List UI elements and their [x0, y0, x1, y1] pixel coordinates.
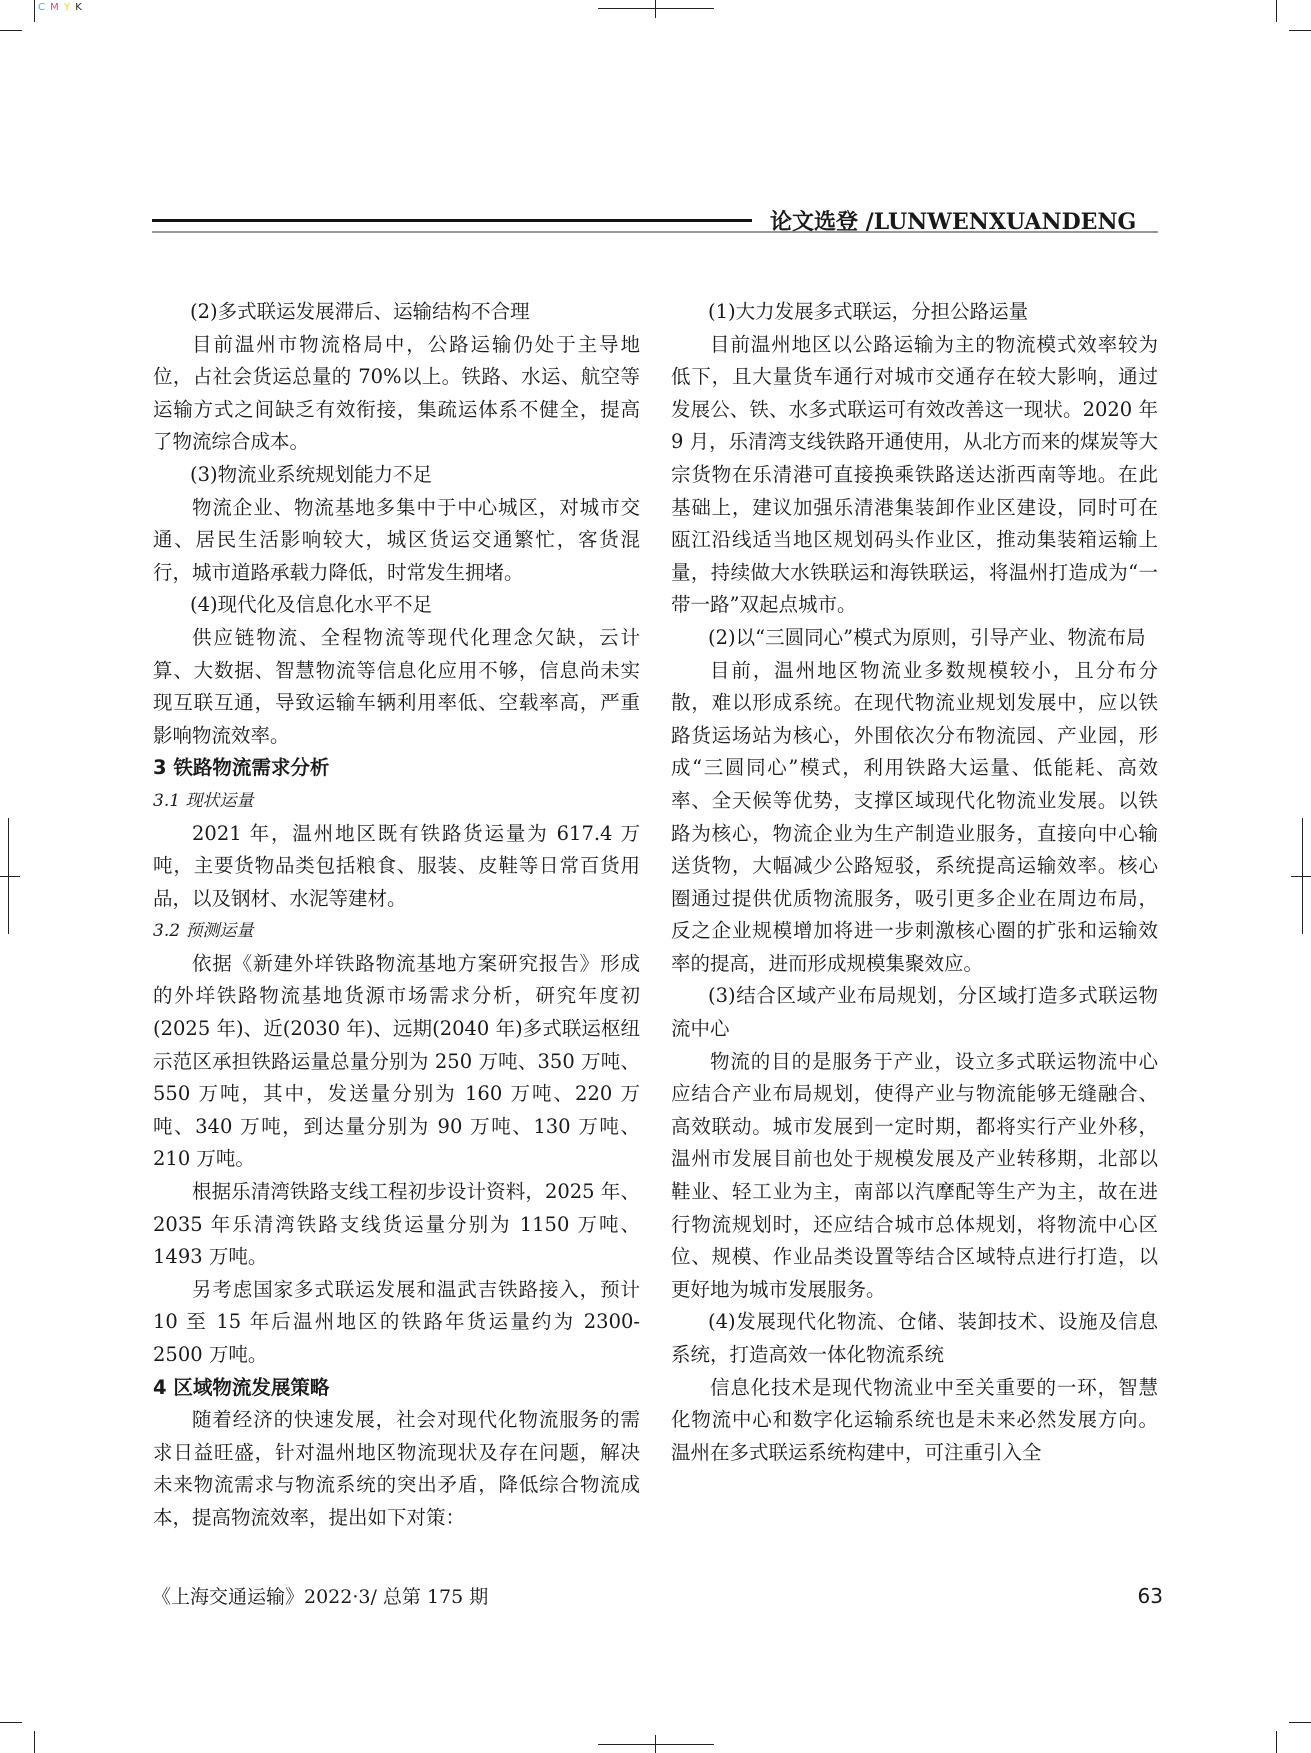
body-paragraph: 供应链物流、全程物流等现代化理念欠缺，云计算、大数据、智慧物流等信息化应用不够，信息尚未实现互联互通，导致运输车辆利用率低、空载率高，严重影响物流效率。 [153, 625, 640, 747]
item-heading: (2)多式联运发展滞后、运输结构不合理 [190, 300, 530, 323]
body-paragraph: 目前，温州地区物流业多数规模较小，且分布分散，难以形成系统。在现代物流业规划发展中，应以铁路货运场站为核心，外围依次分布物流园、产业园，形成“三圆同心”模式，利用铁路大运量、低能耗、高效率、全天候等优势，支撑区域现代化物流业发展。以铁路为核心，物流企业为生产制造业服务，直接向中心输送货物，大幅减少公路短驳，系统提高运输效率。核心圈通过提供优质物流服务，吸引更多企业在周边布局，反之企业规模增加将进一步刺激核心圈的扩张和运输效率的提高，进而形成规模集聚效应。 [671, 658, 1158, 975]
item-heading: (3)物流业系统规划能力不足 [190, 462, 433, 486]
section-heading: 3 铁路物流需求分析 [153, 756, 330, 780]
cmyk-k: K [75, 2, 83, 13]
right-column [671, 296, 1158, 1469]
crop-mark [1289, 1722, 1311, 1723]
body-paragraph: 2021 年，温州地区既有铁路货运量为 617.4 万吨，主要货物品类包括粮食、服装、皮鞋等日常百货用品，以及钢材、水泥等建材。 [153, 821, 640, 910]
crop-mark [1291, 876, 1311, 877]
crop-mark [8, 818, 9, 934]
journal-citation: 《上海交通运输》2022·3/ 总第 175 期 [152, 1586, 489, 1608]
section-heading: 4 区域物流发展策略 [153, 1375, 330, 1399]
body-paragraph: 信息化技术是现代物流业中至关重要的一环，智慧化物流中心和数字化运输系统也是未来必然发展方向。温州在多式联运系统构建中，可注重引入全 [671, 1375, 1158, 1464]
left-column [153, 296, 640, 1535]
item-heading: (4)现代化及信息化水平不足 [190, 593, 433, 617]
crop-mark [598, 8, 714, 9]
body-paragraph: 物流的目的是服务于产业，设立多式联运物流中心应结合产业布局规划，使得产业与物流能够无缝融合、高效联动。城市发展到一定时期，都将实行产业外移，温州市发展目前也处于规模发展及产业转移期，北部以鞋业、轻工业为主，南部以汽摩配等生产为主，故在进行物流规划时，还应结合城市总体规划，将物流中心区位、规模、作业品类设置等结合区域特点进行打造，以更好地为城市发展服务。 [671, 1049, 1158, 1301]
item-heading: (4)发展现代化物流、仓储、装卸技术、设施及信息系统，打造高效一体化物流系统 [671, 1310, 1158, 1366]
crop-mark [0, 876, 20, 877]
section-header-title: 论文选登 /LUNWENXUANDENG [770, 209, 1137, 235]
body-paragraph: 另考虑国家多式联运发展和温武吉铁路接入，预计 10 至 15 年后温州地区的铁路年货运量约为 2300-2500 万吨。 [153, 1277, 640, 1366]
cmyk-y: Y [64, 2, 72, 13]
crop-mark [0, 30, 22, 31]
crop-mark [655, 1735, 656, 1753]
crop-mark [0, 1722, 22, 1723]
body-paragraph: 根据乐清湾铁路支线工程初步设计资料，2025 年、2035 年乐清湾铁路支线货运量分别为 1150 万吨、1493 万吨。 [153, 1180, 640, 1269]
crop-mark [34, 1731, 35, 1753]
page-number: 63 [1137, 1584, 1163, 1608]
cmyk-m: M [50, 2, 60, 13]
body-paragraph: 物流企业、物流基地多集中于中心城区，对城市交通、居民生活影响较大，城区货运交通繁忙，客货混行，城市道路承载力降低，时常发生拥堵。 [153, 495, 640, 584]
body-paragraph: 随着经济的快速发展，社会对现代化物流服务的需求日益旺盛，针对温州地区物流现状及存在问题，解决未来物流需求与物流系统的突出矛盾，降低综合物流成本，提高物流效率，提出如下对策： [153, 1408, 640, 1529]
cmyk-c: C [38, 2, 46, 13]
crop-mark [655, 0, 656, 18]
item-heading: (2)以“三圆同心”模式为原则，引导产业、物流布局 [708, 625, 1146, 649]
subsection-heading: 3.2 预测运量 [153, 921, 254, 942]
item-heading: (3)结合区域产业布局规划，分区域打造多式联运物流中心 [671, 984, 1158, 1041]
body-paragraph: 目前温州地区以公路运输为主的物流模式效率较为低下，且大量货车通行对城市交通存在较大影响，通过发展公、铁、水多式联运可有效改善这一现状。2020 年 9 月，乐清湾支线铁路开通使用，从北方而来的煤炭等大宗货物在乐清港可直接换乘铁路送达浙西南等地。在此基础上，建议加强乐清港集装卸作业区建设，同时可在瓯江沿线适当地区规划码头作业区，推动集装箱运输上量，持续做大水铁联运和海铁联运，将温州打造成为“一带一路”双起点城市。 [671, 332, 1158, 617]
crop-mark [598, 1744, 714, 1745]
body-paragraph: 目前温州市物流格局中，公路运输仍处于主导地位，占社会货运总量的 70%以上。铁路、水运、航空等运输方式之间缺乏有效衔接，集疏运体系不健全，提高了物流综合成本。 [153, 332, 640, 454]
header-rule [152, 219, 752, 222]
crop-mark [1302, 818, 1303, 934]
crop-mark [34, 0, 35, 22]
subsection-heading: 3.1 现状运量 [153, 790, 254, 811]
item-heading: (1)大力发展多式联运，分担公路运量 [708, 300, 1029, 323]
crop-mark [1276, 1731, 1277, 1753]
crop-mark [1276, 0, 1277, 22]
crop-mark [1289, 30, 1311, 31]
cmyk-color-bar [38, 2, 83, 13]
body-paragraph: 依据《新建外垟铁路物流基地方案研究报告》形成的外垟铁路物流基地货源市场需求分析，研究年度初(2025 年)、近(2030 年)、远期(2040 年)多式联运枢纽示范区承担铁路运量总量分别为 250 万吨、350 万吨、550 万吨，其中，发送量分别为 160 万吨、220 万吨、340 万吨，到达量分别为 90 万吨、130 万吨、210 万吨。 [153, 951, 640, 1171]
